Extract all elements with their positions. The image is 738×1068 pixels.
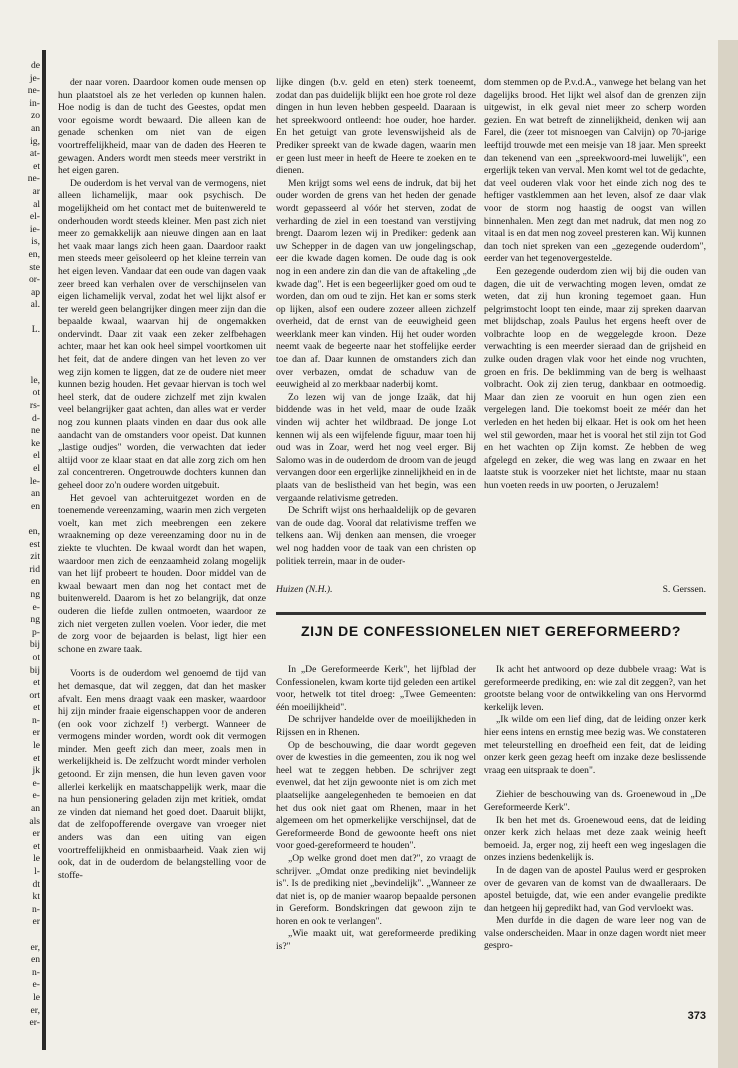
article-signature bbox=[276, 584, 706, 598]
edge-fragment: el- bbox=[29, 211, 40, 223]
edge-fragment: en, bbox=[28, 248, 40, 260]
page-spine-divider bbox=[42, 50, 46, 1050]
edge-fragment bbox=[0, 350, 42, 363]
edge-fragment: e- bbox=[32, 790, 40, 802]
paragraph bbox=[484, 777, 706, 789]
paragraph: De ouderdom is het verval van de vermogens, niet alleen lichamelijk, maar ook psychisch. De mogelijkheid om het contact met de buitenwereld te onderhouden wordt steeds kleiner. Men past zich niet meer zo gemakkelijk aan nieuwe dingen aan en laat het vaak maar langs zich heen gaan. Daardoor raakt men steeds meer geïsoleerd op het kleine terrein van het eigen leven. Vandaar dat een oude van dagen vaak zeer breed kan verhalen over de verschijnselen van eigen lichamelijk verval, zodat het wel lijkt alsof er ter wereld geen belangrijker dingen meer zijn dan die bepaalde kwaal, waarvan hij de ongemakken ondervindt. Daar zit vaak een zeker zelfbehagen achter, maar het kan ook heel simpel voortkomen uit het feit, dat de andere dingen van het leven zo ver weg zijn komen te liggen, dat ze de oudere niet meer kunnen bezig houden. Het gevaar hiervan is toch wel heel sterk, dat de oudere zichzelf met zijn kwalen veel belangrijker gaat achten, dan alles wat er verder nog zou kunnen plaats vinden en daar dus ook alle aandacht van de omstanders voor opeist. Dat kunnen „lastige oudjes" worden, die verwachten dat ieder altijd voor ze klaar staat en dat alle zorg zich om hen zal concentreren. Ongetrouwde dochters kunnen dan geheel door zo'n oudere worden uitgebuit. bbox=[58, 177, 266, 491]
paragraph: Het gevoel van achteruitgezet worden en de toenemende vereenzaming, waarin men zich vergeten voelt, kan met zich meebrengen een zekere wraakneming op deze vereenzaming door nu in de ziekte te vluchten. De kwaal wordt dan het wapen, waardoor men zich de eenzaamheid zolang mogelijk van het lijf probeert te houden. Door middel van de kwaal bewaart men dan nog het contact met de buitenwereld. Daarom is het zo belangrijk, dat onze ouderen die liefde zullen ontmoeten, waardoor ze zich niet vergeten zullen voelen. Voor ieder, die met de zorg voor de bejaarden is belast, ligt hier een schone en zware taak. bbox=[58, 492, 266, 655]
edge-fragment: er bbox=[32, 916, 40, 928]
paragraph: Men durfde in die dagen de ware leer nog van de valse onderscheiden. Maar in onze dagen wordt niet meer gespro- bbox=[484, 915, 706, 952]
text-column-3 bbox=[484, 77, 706, 617]
edge-fragment: er, bbox=[30, 941, 40, 953]
edge-fragment: jk bbox=[32, 765, 40, 777]
edge-fragment: ort bbox=[29, 689, 40, 701]
edge-fragment: ste bbox=[29, 261, 40, 273]
paragraph: „Op welke grond doet men dat?", zo vraagt de schrijver. „Omdat onze prediking niet bevindelijk is". Is de prediking niet „bevindelijk". „Wanneer ze dat niet is, op de manier waarop bepaalde personen in Gereform. Bondskringen dat gewoon zijn te horen en ook te verlangen". bbox=[276, 852, 476, 927]
page-right-edge bbox=[718, 40, 738, 1068]
edge-fragment: et bbox=[33, 702, 40, 714]
edge-fragment: ne- bbox=[27, 85, 40, 97]
paragraph: Ik acht het antwoord op deze dubbele vraag: Wat is gereformeerde prediking, en: wie zal dit zeggen?, van het grootste belang voor de ontwikkeling van ons Hervormd kerkelijk leven. bbox=[484, 664, 706, 713]
edge-fragment: an bbox=[30, 803, 40, 815]
edge-fragment bbox=[0, 929, 42, 942]
paragraph: Ziehier de beschouwing van ds. Groenewoud in „De Gereformeerde Kerk". bbox=[484, 789, 706, 813]
paragraph: lijke dingen (b.v. geld en eten) sterk toeneemt, zodat dan pas duidelijk blijkt een hoe grote rol deze dingen in hun leven hebben gespeeld. Daaraan is het spreekwoord ontleend: hoe ouder, hoe harder. En het getuigt van grote levenswijsheid als de Prediker spreekt van de kwade dagen, waarin men er geen lust meer in heeft de Heere te zoeken en te dienen. bbox=[276, 77, 476, 177]
edge-fragment: ne- bbox=[27, 173, 40, 185]
edge-fragment: zit bbox=[30, 551, 40, 563]
edge-fragment: er bbox=[32, 727, 40, 739]
edge-fragment: le bbox=[33, 740, 40, 752]
text-column-4 bbox=[276, 664, 476, 1044]
edge-fragment: je- bbox=[29, 72, 40, 84]
paragraph: De Schrift wijst ons herhaaldelijk op de gevaren van de oude dag. Vooral dat relativisme treffen we telkens aan. Wij denken aan mensen, die vroeger wel nog hadden voor de taak van een christen op politiek terrein, maar in de ouder- bbox=[276, 505, 476, 567]
edge-fragment: al. bbox=[30, 299, 40, 311]
edge-fragment: et bbox=[33, 160, 40, 172]
edge-fragment: en, bbox=[28, 525, 40, 537]
edge-fragment: in- bbox=[29, 97, 40, 109]
paragraph: In de dagen van de apostel Paulus werd er gesproken over de gevaren van de komst van de dwaalleraars. De apostel betuigde, dat, wie een ander evangelie predikte dan hetgeen hij gepredikt had, van God vervloekt was. bbox=[484, 864, 706, 914]
edge-fragment: ng bbox=[30, 588, 40, 600]
edge-fragment: ie- bbox=[29, 223, 40, 235]
edge-fragment: d- bbox=[32, 412, 40, 424]
edge-fragment: et bbox=[33, 752, 40, 764]
paragraph: „Ik wilde om een lief ding, dat de leiding onzer kerk hier eens intens en ernstig mee bezig was. We constateren met teleurstelling en droefheid een feit, dat de leiding onzer kerk geen gezag heeft om inzake deze beslissende vraag een uitspraak te doen". bbox=[484, 714, 706, 776]
edge-fragment: er bbox=[32, 828, 40, 840]
signature-location: Huizen (N.H.). bbox=[276, 584, 333, 595]
edge-fragment bbox=[0, 362, 42, 375]
edge-fragment: n- bbox=[32, 903, 40, 915]
edge-fragment: an bbox=[30, 122, 40, 134]
edge-fragment: or- bbox=[29, 274, 40, 286]
edge-fragment: ar bbox=[32, 185, 40, 197]
edge-fragment: kt bbox=[32, 891, 40, 903]
edge-fragment: en bbox=[30, 500, 40, 512]
edge-fragment: rs- bbox=[29, 400, 40, 412]
edge-fragment: bij bbox=[29, 639, 40, 651]
edge-fragment: zo bbox=[30, 110, 40, 122]
previous-page-edge bbox=[0, 60, 42, 1040]
paragraph: Op de beschouwing, die daar wordt gegeven over de kwesties in die gemeenten, zou ik nog wel heel wat te zeggen hebben. De schrijver zegt evenwel, dat het zijn gewoonte niet is om zich met plaatselijke aangelegenheden te bemoeien en dat het dus ook niet gaat om Rhenen, maar in het algemeen om het opmerkelijke verschijnsel, dat de Gereformeerde Bond de gewoonte heeft ons niet voor goed-gereformeerd te houden". bbox=[276, 739, 476, 852]
edge-fragment: et bbox=[33, 840, 40, 852]
edge-fragment: le bbox=[33, 853, 40, 865]
edge-fragment: en bbox=[30, 576, 40, 588]
edge-fragment: l- bbox=[34, 866, 40, 877]
edge-fragment bbox=[0, 312, 42, 325]
edge-fragment: ke bbox=[30, 437, 40, 449]
edge-fragment: p- bbox=[32, 626, 40, 638]
paragraph: „Wie maakt uit, wat gereformeerde prediking is?" bbox=[276, 928, 476, 953]
paragraph: Een gezegende ouderdom zien wij bij die ouden van dagen, die uit de verwachting mogen leven, omdat ze weten, dat zij hun kroning tegemoet gaan. Hun pelgrimstocht loopt ten einde, maar zij spreken daarvan met blijdschap, zoals Paulus het ergens heeft over de volbrachte loop en de weggelegde kroon. Deze verwachting is een meerder sieraad dan de grijsheid en zulke ouden dragen vlak voor het einde nog vruchten, groen en fris. De beklimming van de berg is welhaast volbracht. Ook zij zien terug, dankbaar en ootmoedig. Maar dan zien ze vooruit en hun ogen zien een vergelegen land. Die toekomst boeit ze méér dan het verleden en het heden bij elkaar. Het is ook om het heen wel stil geworden, maar het is vooral het stil zijn tot God en het wachten op Zijn komst. Ze hebben de weg afgelegd en zeker, die weg was lang en zwaar en het laatste stuk is voorzeker niet het lichtste, maar nu staan hun voeten reeds in uw poorten, o Jeruzalem! bbox=[484, 265, 706, 491]
edge-fragment: e- bbox=[32, 979, 40, 991]
edge-fragment: ot bbox=[32, 651, 40, 663]
edge-fragment: dt bbox=[32, 878, 40, 890]
edge-fragment: is, bbox=[31, 236, 40, 248]
edge-fragment bbox=[0, 513, 42, 526]
text-column-1 bbox=[58, 77, 266, 1007]
edge-fragment: als bbox=[29, 815, 40, 827]
edge-fragment: le- bbox=[29, 475, 40, 487]
signature-author: S. Gerssen. bbox=[662, 584, 706, 595]
edge-fragment: et bbox=[33, 677, 40, 689]
edge-fragment: ig, bbox=[30, 135, 40, 147]
edge-fragment: an bbox=[30, 488, 40, 500]
edge-fragment: n- bbox=[32, 714, 40, 726]
edge-fragment: el bbox=[33, 450, 40, 462]
edge-fragment: L. bbox=[31, 324, 40, 336]
edge-fragment: er, bbox=[30, 1004, 40, 1016]
paragraph: der naar voren. Daardoor komen oude mensen op hun plaatstoel als ze het verleden op kunnen halen. Hoe nodig is dan de tucht des Geestes, opdat men voor egoisme wordt bewaard. Die alleen kan de genade schenken om niet van de eigen voortreffelijkheid, maar van de daden des Heeren te gewagen. Anders wordt men steeds meer verstrikt in het eigen garen. bbox=[58, 77, 266, 177]
paragraph: In „De Gereformeerde Kerk", het lijfblad der Confessionelen, kwam korte tijd geleden een artikel voor, hetwelk tot titel droeg: „Twee Gemeenten: één moeilijkheid". bbox=[276, 664, 476, 713]
edge-fragment: ng bbox=[30, 614, 40, 626]
paragraph: Men krijgt soms wel eens de indruk, dat bij het ouder worden de grens van het heden der genade wordt gepasseerd al vóór het sterven, zodat de verharding de ziel in een toestand van verstijving brengt. Daarom lezen wij in Prediker: gedenk aan uw Schepper in de dagen van uw jongelingschap, eer die kwade dagen komen. De oude dag is ook nog in een andere zin dan die van de aftakeling „de kwade dag". Het is een begeerlijker goed om oud te worden, dan om oud te zijn. Het kan er soms sterk op lijken, alsof een oudere zozeer alleen zichzelf overheid, dat de ernst van de eeuwigheid geen weerklank meer kan vinden. Hij het ouder worden neemt vaak de begeerte naar het stoffelijke eerder toe dan af. Daar kunnen de omstanders zich dan over verbazen, omdat de schaduw van de eeuwigheid al zo merkbaar naderbij komt. bbox=[276, 177, 476, 391]
edge-fragment bbox=[0, 337, 42, 350]
text-column-2 bbox=[276, 77, 476, 617]
paragraph: De schrijver handelde over de moeilijkheden in Rijssen en in Rhenen. bbox=[276, 714, 476, 738]
edge-fragment: e- bbox=[32, 777, 40, 789]
edge-fragment: e- bbox=[32, 601, 40, 613]
edge-fragment: le bbox=[33, 991, 40, 1003]
edge-fragment: at- bbox=[29, 148, 40, 160]
paragraph: Voorts is de ouderdom wel genoemd de tijd van het demasque, dat wil zeggen, dat dan het masker afvalt. Een mens draagt vaak een masker, waardoor hij zijn minder fraaie eigenschappen voor de anderen (en ook voor zichzelf !) verbergt. Wanneer de vermogens minder worden, wordt ook dit vermogen minder. Men geeft zich dan meer, zoals men in werkelijkheid is. De zelfzucht wordt minder verholen getoond. Er zijn mensen, die hun leven gaven voor allerlei kerkelijk en maatschappelijk werk, maar die na hun pensionering geladen zijn met kritiek, omdat ze vinden dat niemand het goed doet. Daaruit blijkt, dat de zelfopofferende overgave van vroeger niet anders was dan een uiting van eigen voortreffelijkheid en onmisbaarheid. Vaak zien wij ook, dat in de ouderdom de belangstelling voor de stoffe- bbox=[58, 668, 266, 881]
edge-fragment: el bbox=[33, 463, 40, 474]
edge-fragment: n- bbox=[32, 966, 40, 978]
paragraph: Zo lezen wij van de jonge Izaäk, dat hij biddende was in het veld, maar de oude Izaäk vinden wij achter het wildbraad. De jonge Lot kennen wij als een wijfelende figuur, maar toen hij oud was in Zoar, werd het nog veel erger. Bij Salomo was in de ouderdom de droom van de jeugd vervangen door een ergerlijke zinnelijkheid en in de plaats van de beslistheid van het begin, was een vergaande relativisme getreden. bbox=[276, 391, 476, 504]
paragraph bbox=[58, 656, 266, 668]
paragraph: Ik ben het met ds. Groenewoud eens, dat de leiding onzer kerk zich helaas met deze zaak weinig heeft bemoeid. Ja, erger nog, zij heeft een weg ingeslagen die onzes inziens bedenkelijk is. bbox=[484, 814, 706, 864]
edge-fragment: le, bbox=[30, 374, 40, 386]
edge-fragment: en bbox=[30, 954, 40, 966]
edge-fragment: ap bbox=[30, 286, 40, 298]
text-column-5 bbox=[484, 664, 706, 994]
paragraph: dom stemmen op de P.v.d.A., vanwege het belang van het dagelijks brood. Het lijkt wel alsof dan de grenzen zijn uitgewist, in elk geval niet meer zo scherp worden gezien. En wat betreft de zinnelijkheid, denken wij aan Farel, die (zeer tot misnoegen van Calvijn) op 70-jarige leeftijd trouwde met een meisje van 18 jaar. Men spreekt dan tekenend van een „spreekwoord-mei luwelijk", een ergerlijk teken van verval. Men komt wel tot de gedachte, dat veel ouderen vlak voor het einde zich nog des te heftiger vastklemmen aan het leven, alsof ze daar vlak voor de storm nog haastig de oogst van willen binnenhalen. Men zegt dan met nadruk, dat men nog zo vitaal is en dat men nog zoveel presteren kan. Wij kunnen dan toch niet spreken van een „gezegende ouderdom", eerder van het tegenovergestelde. bbox=[484, 77, 706, 265]
edge-fragment: er- bbox=[29, 1017, 40, 1029]
edge-fragment: al bbox=[33, 198, 40, 210]
page-number: 373 bbox=[687, 1010, 706, 1022]
edge-fragment: rid bbox=[29, 563, 40, 575]
edge-fragment: bij bbox=[29, 664, 40, 676]
section-divider bbox=[276, 612, 706, 615]
edge-fragment: ne bbox=[30, 425, 40, 437]
article-heading: ZIJN DE CONFESSIONELEN NIET GEREFORMEERD? bbox=[300, 623, 682, 639]
edge-fragment: ot bbox=[32, 387, 40, 399]
edge-fragment: est bbox=[29, 538, 40, 550]
edge-fragment: de bbox=[30, 60, 40, 71]
